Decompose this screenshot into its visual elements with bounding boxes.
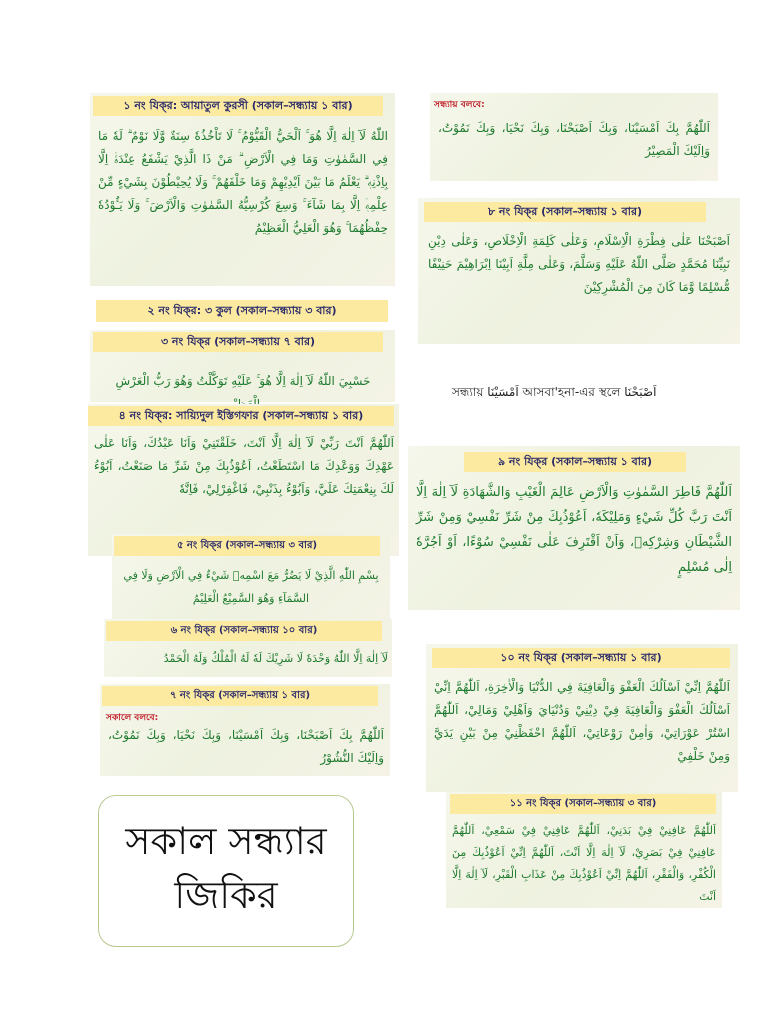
zikr-11-arabic: اَللّٰهُمَّ عَافِنِيْ فِيْ بَدَنِيْ، اَللّٰهُمَّ عَافِنِيْ فِيْ سَمْعِيْ، اَللّٰهُمَّ عَافِنِيْ فِيْ بَصَرِيْ، لَآ اِلٰهَ اِلَّا اَنْتَ، اَللّٰهُمَّ اِنِّيْ اَعُوْذُبِكَ مِنَ الْكُفْرِ، وَالْفَقْرِ، اَللّٰهُمَّ اِنِّيْ اَعُوْذُبِكَ مِنْ عَذَابِ الْقَبْرِ، لَآ اِلٰهَ اِلَّا اَنْتَ bbox=[452, 824, 716, 903]
zikr-3-header: ৩ নং যিক্‌র (সকাল–সন্ধ্যায় ৭ বার) bbox=[93, 332, 383, 352]
zikr-7-subtitle: সকালে বলবে: bbox=[106, 713, 159, 723]
zikr-7-card bbox=[100, 684, 390, 776]
zikr-11-card bbox=[446, 792, 722, 908]
zikr-6-header: ৬ নং যিক্‌র (সকাল–সন্ধ্যায় ১০ বার) bbox=[106, 621, 382, 641]
title-line-2: জিকির bbox=[174, 873, 278, 917]
substitution-note bbox=[452, 384, 656, 404]
zikr-6-card bbox=[104, 619, 392, 677]
zikr-10-arabic: اَللّٰهُمَّ اِنِّيْ اَسْاَلُكَ الْعَفْوَ وَالْعَافِيَةَ فِي الدُّنْيَا وَالْاٰخِرَةِ، اَللّٰهُمَّ اِنِّيْ اَسْاَلُكَ الْعَفْوَ وَالْعَافِيَةَ فِيْ دِيْنِيْ وَدُنْيَايَ وَاَهْلِيْ وَمَالِيْ، اَللّٰهُمَّ اسْتُرْ عَوْرَاتِيْ، وَاٰمِنْ رَوْعَاتِيْ، اَللّٰهُمَّ احْفَظْنِيْ مِنْ بَيْنِ يَدَيَّ وَمِنْ خَلْفِيْ bbox=[434, 680, 730, 763]
zikr-11-header: ১১ নং যিক্‌র (সকাল–সন্ধ্যায় ৩ বার) bbox=[450, 794, 716, 814]
zikr-9-arabic: اَللّٰهُمَّ فَاطِرَ السَّمٰوٰتِ وَالْاَرْضِ عَالِمَ الْغَيْبِ وَالشَّهَادَةِ لَآ اِلٰهَ اِلَّا اَنْتَ رَبَّ كُلِّ شَيْءٍ وَمَلِيْكَهٗ، اَعُوْذُبِكَ مِنْ شَرِّ نَفْسِيْ وَمِنْ شَرِّ الشَّيْطَانِ وَشِرْكِهٖ، وَاَنْ اَقْتَرِفَ عَلٰى نَفْسِيْ سُوْءًا، اَوْ اَجُرَّهٗ اِلٰى مُسْلِمٍ bbox=[416, 485, 732, 575]
zikr-9-header: ৯ নং যিক্‌র (সকাল–সন্ধ্যায় ১ বার) bbox=[464, 452, 686, 472]
zikr-3-card bbox=[90, 330, 395, 402]
zikr-7-arabic: اَللّٰهُمَّ بِكَ اَصْبَحْنَا، وَبِكَ اَمْسَيْنَا، وَبِكَ نَحْيَا، وَبِكَ نَمُوْتُ، وَاِلَيْكَ النُّشُوْرُ bbox=[108, 728, 384, 765]
zikr-4-arabic: اَللّٰهُمَّ اَنْتَ رَبِّيْ لَآ اِلٰهَ اِلَّا اَنْتَ، خَلَقْتَنِيْ وَاَنَا عَبْدُكَ، وَاَنَا عَلٰى عَهْدِكَ وَوَعْدِكَ مَا اسْتَطَعْتُ، اَعُوْذُبِكَ مِنْ شَرِّ مَا صَنَعْتُ، اَبُوْءُ لَكَ بِنِعْمَتِكَ عَلَيَّ، وَاَبُوْءُ بِذَنْبِيْ، فَاغْفِرْلِيْ، فَاِنَّهٗ bbox=[94, 436, 394, 496]
zikr-5-card bbox=[112, 534, 390, 622]
zikr-1-header: ১ নং যিক্‌র: আয়াতুল কুরসী (সকাল–সন্ধ্যায় ১ বার) bbox=[93, 96, 383, 116]
zikr-4-header: ৪ নং যিক্‌র: সায়্যিদুল ইস্তিগফার (সকাল–সন্ধ্যায় ১ বার) bbox=[88, 406, 394, 426]
page-title-box bbox=[98, 795, 354, 947]
zikr-5-arabic: بِسْمِ اللّٰهِ الَّذِيْ لَا يَضُرُّ مَعَ اسْمِهٖ شَيْءٌ فِي الْاَرْضِ وَلَا فِي السَّمَآءِ وَهُوَ السَّمِيْعُ الْعَلِيْمُ bbox=[123, 569, 379, 605]
zikr-7-header: ৭ নং যিক্‌র (সকাল–সন্ধ্যায় ১ বার) bbox=[102, 686, 378, 706]
zikr-1-card bbox=[90, 93, 395, 286]
zikr-1-arabic: اللّٰهُ لَآ اِلٰهَ اِلَّا هُوَ ۚ اَلْحَيُّ الْقَيُّوْمُ ۚ لَا تَاْخُذُهٗ سِنَةٌ وَّلَا نَوْمٌ ۗ لَهٗ مَا فِي السَّمٰوٰتِ وَمَا فِي الْاَرْضِ ۗ مَنْ ذَا الَّذِيْ يَشْفَعُ عِنْدَهٗۤ اِلَّا بِاِذْنِهٖ ۗ يَعْلَمُ مَا بَيْنَ اَيْدِيْهِمْ وَمَا خَلْفَهُمْ ۚ وَلَا يُحِيْطُوْنَ بِشَيْءٍ مِّنْ عِلْمِهٖۤ اِلَّا بِمَا شَآءَ ۚ وَسِعَ كُرْسِيُّهُ السَّمٰوٰتِ وَالْاَرْضَ ۚ وَلَا يَـُٔوْدُهٗ حِفْظُهُمَا ۚ وَهُوَ الْعَلِيُّ الْعَظِيْمُ bbox=[98, 129, 388, 235]
title-line-1: সকাল সন্ধ্যার bbox=[125, 819, 327, 863]
zikr-6-arabic: لَآ اِلٰهَ اِلَّا اللّٰهُ وَحْدَهٗ لَا شَرِيْكَ لَهٗ لَهُ الْمُلْكُ وَلَهُ الْحَمْدُ bbox=[163, 652, 388, 665]
evening-subtitle: সন্ধ্যায় বলবে: bbox=[434, 100, 485, 110]
zikr-10-header: ১০ নং যিক্‌র (সকাল–সন্ধ্যায় ১ বার) bbox=[432, 648, 730, 668]
zikr-8-card bbox=[418, 198, 740, 344]
evening-card bbox=[430, 93, 718, 181]
note-word2: اَصْبَحْنَا bbox=[624, 385, 657, 399]
zikr-5-header: ৫ নং যিক্‌র (সকাল–সন্ধ্যায় ৩ বার) bbox=[114, 536, 380, 556]
note-word1: اَمْسَيْنَا bbox=[487, 385, 519, 399]
zikr-8-header: ৮ নং যিক্‌র (সকাল–সন্ধ্যায় ১ বার) bbox=[424, 202, 706, 222]
note-mid: আসবা'হনা-এর স্থলে bbox=[522, 385, 621, 399]
zikr-9-card bbox=[408, 446, 740, 610]
zikr-8-arabic: اَصْبَحْنَا عَلٰى فِطْرَةِ الْاِسْلَامِ، وَعَلٰى كَلِمَةِ الْاِخْلَاصِ، وَعَلٰى دِيْنِ نَبِيِّنَا مُحَمَّدٍ صَلَّى اللّٰهُ عَلَيْهِ وَسَلَّمَ، وَعَلٰى مِلَّةِ اَبِيْنَا اِبْرَاهِيْمَ حَنِيْفًا مُّسْلِمًا وَّمَا كَانَ مِنَ الْمُشْرِكِيْنَ bbox=[428, 234, 730, 294]
note-pre: সন্ধ্যায় bbox=[452, 385, 484, 399]
zikr-3-arabic: حَسْبِيَ اللّٰهُ لَآ اِلٰهَ اِلَّا هُوَ ۚ عَلَيْهِ تَوَكَّلْتُ وَهُوَ رَبُّ الْعَرْشِ bbox=[115, 374, 371, 388]
evening-arabic: اَللّٰهُمَّ بِكَ اَمْسَيْنَا، وَبِكَ اَصْبَحْنَا، وَبِكَ نَحْيَا، وَبِكَ نَمُوْتُ، وَاِلَيْكَ الْمَصِيْرُ bbox=[438, 121, 710, 158]
zikr-2-header: ২ নং যিক্‌র: ৩ কুল (সকাল–সন্ধ্যায় ৩ বার) bbox=[96, 300, 388, 322]
zikr-10-card bbox=[426, 644, 738, 792]
